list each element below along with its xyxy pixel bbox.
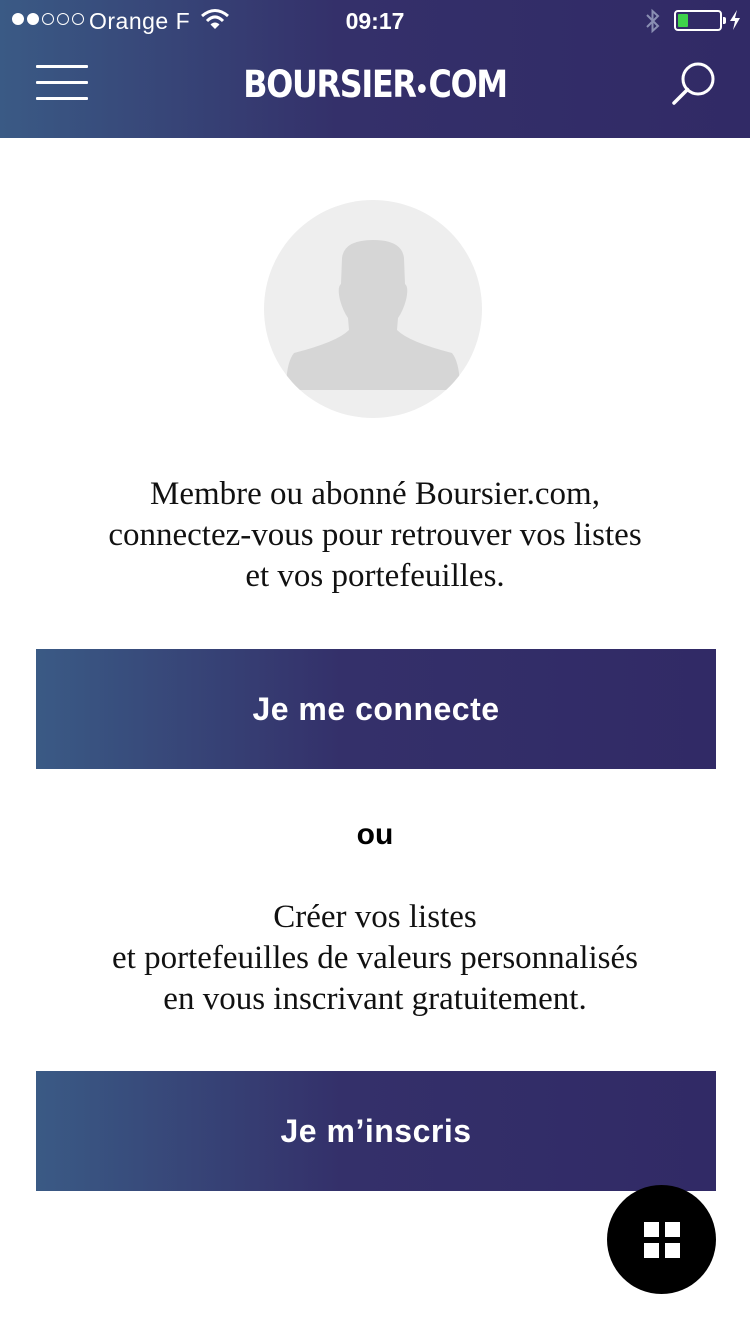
- promo-line: en vous inscrivant gratuitement.: [163, 981, 587, 1017]
- logo-text-left: BOURSIER: [243, 63, 416, 106]
- search-icon[interactable]: [670, 60, 718, 106]
- charging-icon: [728, 9, 742, 31]
- logo-dot: [418, 84, 426, 93]
- intro-line: et vos portefeuilles.: [245, 558, 505, 594]
- logo-text-right: COM: [428, 63, 507, 106]
- app-header: [0, 0, 750, 138]
- battery-icon: [674, 10, 722, 31]
- register-button[interactable]: Je m’inscris: [36, 1071, 716, 1191]
- user-avatar: [264, 200, 482, 418]
- separator-text: ou: [356, 818, 394, 851]
- login-button[interactable]: Je me connecte: [36, 649, 716, 769]
- status-time: 09:17: [345, 8, 405, 34]
- user-silhouette-icon: [264, 200, 482, 418]
- brand-logo[interactable]: [53, 63, 698, 106]
- bluetooth-icon: [643, 8, 663, 34]
- promo-line: Créer vos listes: [273, 899, 477, 935]
- register-promo-text: [0, 897, 750, 1020]
- intro-line: connectez-vous pour retrouver vos listes: [108, 517, 642, 553]
- promo-line: et portefeuilles de valeurs personnalisés: [112, 940, 638, 976]
- floating-apps-button[interactable]: [607, 1185, 716, 1294]
- grid-icon: [644, 1222, 680, 1258]
- login-intro-text: [0, 474, 750, 597]
- battery-level: [678, 14, 688, 27]
- status-bar: [0, 0, 750, 40]
- carrier-name: Orange F: [89, 8, 191, 34]
- intro-line: Membre ou abonné Boursier.com,: [150, 476, 600, 512]
